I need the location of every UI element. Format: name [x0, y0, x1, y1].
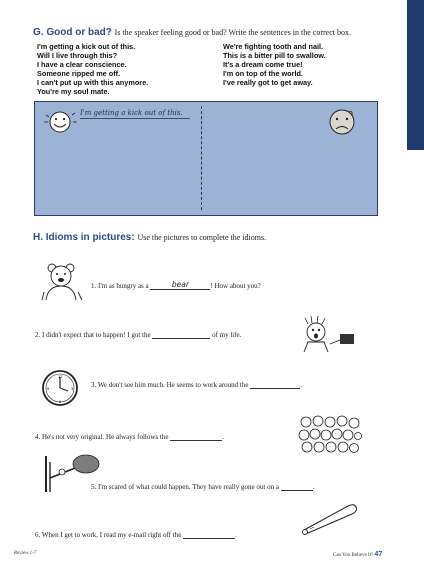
- answer-line: [80, 118, 190, 119]
- answer-blank-6[interactable]: [183, 530, 235, 539]
- sentence: Will I live through this?: [37, 51, 118, 60]
- sentence: This is a bitter pill to swallow.: [223, 51, 326, 60]
- section-h-instruction: Use the pictures to complete the idioms.: [137, 233, 267, 242]
- bear-icon: [40, 262, 86, 302]
- item-6-text: 6. When I get to work, I read my e-mail right off the: [35, 531, 182, 539]
- sentence: I have a clear conscience.: [37, 60, 127, 69]
- section-h-heading: [33, 232, 266, 243]
- idiom-item-5: [91, 482, 314, 491]
- item-2-after: of my life.: [212, 331, 242, 339]
- answer-blank-4[interactable]: [170, 432, 222, 441]
- item-6-after: .: [235, 531, 237, 539]
- footer-book-title: Can You Believe It?: [333, 553, 374, 558]
- item-2-text: 2. I didn't expect that to happen! I got the: [35, 331, 151, 339]
- box-divider: [201, 106, 202, 210]
- section-g-instruction: Is the speaker feeling good or bad? Write the sentences in the correct box.: [114, 28, 351, 37]
- footer-right: [333, 551, 382, 558]
- item-1-after: ! How about you?: [210, 282, 261, 290]
- item-5-after: .: [312, 483, 315, 491]
- sentence: It's a dream come true!: [223, 60, 303, 69]
- svg-text:6: 6: [59, 399, 62, 404]
- footer-left: Review 1-7: [14, 551, 37, 556]
- item-4-text: 4. He's not very original. He always follows the: [35, 433, 169, 441]
- answer-blank-2[interactable]: [152, 330, 210, 339]
- section-g-heading: [33, 27, 351, 38]
- sad-face-icon: [325, 106, 359, 138]
- answer-blank-3[interactable]: [250, 380, 300, 389]
- sentence: I've really got to get away.: [223, 78, 313, 87]
- handwritten-answer: I'm getting a kick out of this.: [80, 109, 183, 117]
- item-1-answer: bear: [171, 280, 189, 289]
- baseball-bat-icon: [298, 500, 362, 536]
- idiom-item-3: [91, 380, 302, 389]
- surprised-man-icon: [296, 314, 360, 354]
- happy-face-icon: [42, 107, 78, 137]
- clock-icon: [40, 368, 80, 408]
- sentence: We're fighting tooth and nail.: [223, 42, 324, 51]
- section-h-title: H. Idioms in pictures:: [33, 232, 135, 243]
- svg-text:3: 3: [71, 386, 74, 391]
- answer-blank-5[interactable]: [281, 482, 313, 491]
- item-4-after: .: [222, 433, 224, 441]
- section-g-title: G. Good or bad?: [33, 27, 112, 38]
- item-1-text: 1. I'm as hungry as a: [91, 282, 149, 290]
- idiom-item-2: [35, 330, 241, 339]
- idiom-item-6: [35, 530, 237, 539]
- idiom-item-4: [35, 432, 224, 441]
- crowd-icon: [298, 414, 362, 454]
- sentence: I'm on top of the world.: [223, 69, 303, 78]
- item-5-text: 5. I'm scared of what could happen. They have really gone out on a: [91, 483, 279, 491]
- answer-blank-1[interactable]: [150, 280, 210, 290]
- sentence: Someone ripped me off.: [37, 69, 121, 78]
- item-3-text: 3. We don't see him much. He seems to work around the: [91, 381, 249, 389]
- sentence: You're my soul mate.: [37, 87, 110, 96]
- idiom-item-1: [91, 280, 261, 290]
- sentence: I can't put up with this anymore.: [37, 78, 149, 87]
- svg-text:9: 9: [47, 386, 50, 391]
- page-tab: [407, 0, 424, 150]
- svg-text:12: 12: [58, 374, 63, 379]
- item-3-after: .: [300, 381, 302, 389]
- page-number: 47: [374, 551, 383, 558]
- sentence: I'm getting a kick out of this.: [37, 42, 136, 51]
